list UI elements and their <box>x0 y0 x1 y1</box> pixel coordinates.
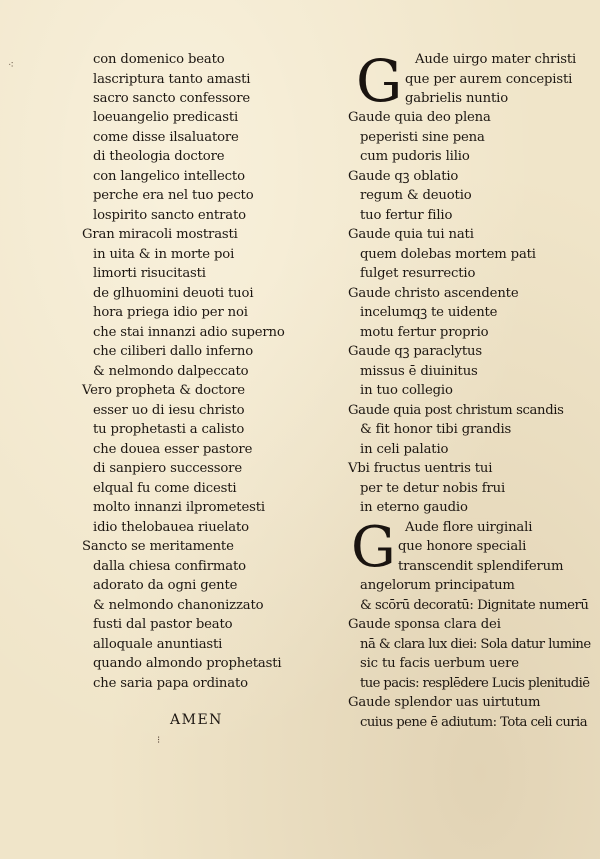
stanza-first-line: Gaude christo ascendente <box>348 286 519 301</box>
verse-line: come disse ilsaluatore <box>93 130 239 145</box>
verse-line: missus ē diuinitus <box>360 364 478 379</box>
verse-line: peperisti sine pena <box>360 130 485 145</box>
amen-text: AMEN <box>170 712 223 728</box>
verse-line: incelumqꝫ te uidente <box>360 305 498 320</box>
verse-line: hora priega idio per noi <box>93 305 248 320</box>
verse-line: que honore speciali <box>398 539 527 554</box>
verse-line: che douea esser pastore <box>93 442 253 457</box>
verse-line: sacro sancto confessore <box>93 91 251 106</box>
stanza-first-line: Gaude qꝫ paraclytus <box>348 344 482 359</box>
verse-line: perche era nel tuo pecto <box>93 188 254 203</box>
verse-line: Aude flore uirginali <box>405 520 533 535</box>
verse-line: nā & clara lux diei: Sola datur lumine <box>360 637 591 652</box>
verse-line: con langelico intellecto <box>93 169 245 184</box>
verse-line: di sanpiero successore <box>93 461 242 476</box>
verse-line: di theologia doctore <box>93 149 225 164</box>
verse-line: limorti risucitasti <box>93 266 206 281</box>
verse-line: che ciliberi dallo inferno <box>93 344 253 359</box>
verse-line: in uita & in morte poi <box>93 247 235 262</box>
verse-line: in eterno gaudio <box>360 500 468 515</box>
stanza-first-line: Gaude quia tui nati <box>348 227 474 242</box>
verse-line: sic tu facis uerbum uere <box>360 656 519 671</box>
verse-line: lascriptura tanto amasti <box>93 72 251 87</box>
verse-line: de glhuomini deuoti tuoi <box>93 286 254 301</box>
verse-line: in celi palatio <box>360 442 449 457</box>
verse-line: esser uo di iesu christo <box>93 403 245 418</box>
verse-line: & fit honor tibi grandis <box>360 422 512 437</box>
verse-line: gabrielis nuntio <box>405 91 509 106</box>
verse-line: in tuo collegio <box>360 383 453 398</box>
verse-line: quem dolebas mortem pati <box>360 247 536 262</box>
verse-line: quando almondo prophetasti <box>93 656 282 671</box>
verse-line: elqual fu come dicesti <box>93 481 237 496</box>
verse-line: con domenico beato <box>93 52 225 67</box>
verse-line: & nelmondo dalpeccato <box>93 364 249 379</box>
verse-line: che stai innanzi adio superno <box>93 325 285 340</box>
verse-line: molto innanzi ilprometesti <box>93 500 265 515</box>
verse-line: per te detur nobis frui <box>360 481 506 496</box>
stanza-first-line: Vero propheta & doctore <box>82 383 245 398</box>
verse-line: cum pudoris lilio <box>360 149 470 164</box>
stanza-first-line: Gaude splendor uas uirtutum <box>348 695 541 710</box>
verse-line: regum & deuotio <box>360 188 472 203</box>
verse-line: tue pacis: resplēdere Lucis plenitudiē <box>360 676 590 691</box>
verse-line: que per aurem concepisti <box>405 72 573 87</box>
margin-mark: ⁖ <box>8 60 14 71</box>
verse-line: idio thelobauea riuelato <box>93 520 249 535</box>
verse-line: Aude uirgo mater christi <box>415 52 577 67</box>
stanza-first-line: Gaude sponsa clara dei <box>348 617 501 632</box>
verse-line: loeuangelio predicasti <box>93 110 239 125</box>
decorated-initial: G <box>356 47 403 115</box>
verse-line: lospirito sancto entrato <box>93 208 246 223</box>
stanza-first-line: Sancto se meritamente <box>82 539 234 554</box>
verse-line: fulget resurrectio <box>360 266 476 281</box>
verse-line: fusti dal pastor beato <box>93 617 233 632</box>
stanza-first-line: Gran miracoli mostrasti <box>82 227 238 242</box>
verse-line: & nelmondo chanonizzato <box>93 598 264 613</box>
ornament-mark: ⁝ <box>157 735 161 746</box>
verse-line: cuius pene ē adiutum: Tota celi curia <box>360 715 588 730</box>
stanza-first-line: Gaude quia post christum scandis <box>348 403 564 418</box>
verse-line: alloquale anuntiasti <box>93 637 223 652</box>
verse-line: tuo fertur filio <box>360 208 453 223</box>
verse-line: transcendit splendiferum <box>398 559 564 574</box>
verse-line: angelorum principatum <box>360 578 515 593</box>
decorated-initial: G <box>351 515 396 580</box>
verse-line: dalla chiesa confirmato <box>93 559 246 574</box>
stanza-first-line: Gaude qꝫ oblatio <box>348 169 459 184</box>
verse-line: adorato da ogni gente <box>93 578 238 593</box>
verse-line: che saria papa ordinato <box>93 676 248 691</box>
stanza-first-line: Gaude quia deo plena <box>348 110 491 125</box>
verse-line: & scōrū decoratū: Dignitate numerū <box>360 598 589 613</box>
verse-line: motu fertur proprio <box>360 325 489 340</box>
stanza-first-line: Vbi fructus uentris tui <box>348 461 493 476</box>
verse-line: tu prophetasti a calisto <box>93 422 245 437</box>
